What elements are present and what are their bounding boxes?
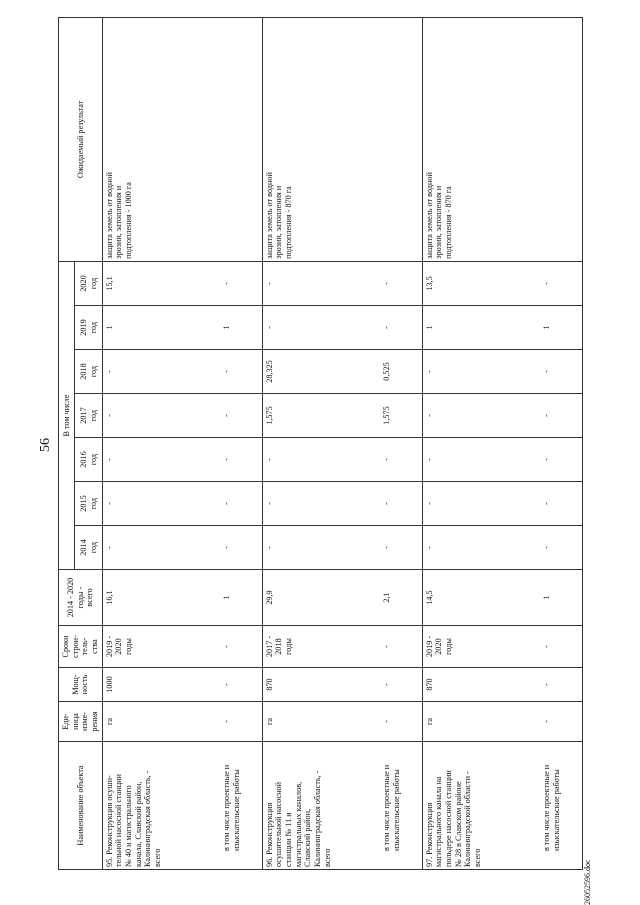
cell-result: защита земель от водной эрозии, затопления и подтопления - 870 га xyxy=(262,17,380,261)
cell-y2019: - xyxy=(262,306,380,350)
cell-y2018: 28,325 xyxy=(262,350,380,394)
cell-result: защита земель от водной эрозии, затопления и подтопления - 870 га xyxy=(422,17,540,261)
cell-capacity: 1000 xyxy=(102,668,220,702)
cell-y2015: - xyxy=(262,482,380,526)
cell-result: защита земель от водной эрозии, затопления и подтопления - 1000 га xyxy=(102,17,220,261)
cell-y2018: - xyxy=(540,350,582,394)
cell-name: в том числе проектные и изыскательские работы xyxy=(540,742,582,870)
cell-name: 97. Реконструкция магистрального канала на польдере насосной станции № 28 в Славском районе Калининградской области - всего xyxy=(422,742,540,870)
cell-y2018: 0,525 xyxy=(380,350,422,394)
table-row xyxy=(102,17,220,869)
cell-y2016: - xyxy=(422,438,540,482)
header-year: 2015 год xyxy=(75,482,102,526)
file-name-footer: 26052596.doc xyxy=(583,859,592,905)
cell-unit: - xyxy=(220,702,262,742)
cell-y2019: 1 xyxy=(540,306,582,350)
cell-y2016: - xyxy=(102,438,220,482)
cell-total: 29,9 xyxy=(262,570,380,626)
cell-name: в том числе проектные и изыскательские работы xyxy=(380,742,422,870)
cell-y2017: - xyxy=(220,394,262,438)
cell-y2015: - xyxy=(422,482,540,526)
cell-y2017: - xyxy=(422,394,540,438)
cell-result xyxy=(540,17,582,261)
cell-y2016: - xyxy=(380,438,422,482)
cell-y2019: 1 xyxy=(220,306,262,350)
header-year: 2019 год xyxy=(75,306,102,350)
cell-y2014: - xyxy=(380,526,422,570)
header-unit: Еди- ница изме- рения xyxy=(59,702,103,742)
cell-capacity: - xyxy=(220,668,262,702)
cell-y2020: 15,1 xyxy=(102,261,220,305)
cell-name: 95. Реконструкция осуши- тельной насосной станции № 40 и магистрального канала, Славский район, Калининградская область, - всего xyxy=(102,742,220,870)
cell-result xyxy=(220,17,262,261)
cell-y2020: - xyxy=(380,261,422,305)
page-number: 56 xyxy=(38,438,53,452)
cell-capacity: - xyxy=(540,668,582,702)
cell-y2017: 1,575 xyxy=(380,394,422,438)
table-row xyxy=(540,17,582,869)
cell-y2017: - xyxy=(102,394,220,438)
header-terms: Сроки строи- тель- ства xyxy=(59,626,103,668)
cell-result xyxy=(380,17,422,261)
header-year: 2014 год xyxy=(75,526,102,570)
header-in-that: В том числе xyxy=(59,261,75,569)
cell-y2015: - xyxy=(540,482,582,526)
cell-terms: 2017 - 2018 годы xyxy=(262,626,380,668)
cell-unit: га xyxy=(422,702,540,742)
cell-terms: - xyxy=(540,626,582,668)
cell-y2018: - xyxy=(422,350,540,394)
data-table xyxy=(58,17,583,870)
header-year: 2018 год xyxy=(75,350,102,394)
header-name: Наименование объекта xyxy=(59,742,103,870)
cell-unit: га xyxy=(102,702,220,742)
cell-y2019: 1 xyxy=(422,306,540,350)
cell-y2017: - xyxy=(540,394,582,438)
cell-terms: 2019 - 2020 годы xyxy=(422,626,540,668)
table-row xyxy=(220,17,262,869)
cell-capacity: 870 xyxy=(262,668,380,702)
cell-y2019: 1 xyxy=(102,306,220,350)
cell-capacity: - xyxy=(380,668,422,702)
cell-y2019: - xyxy=(380,306,422,350)
cell-y2018: - xyxy=(220,350,262,394)
cell-y2014: - xyxy=(262,526,380,570)
cell-y2016: - xyxy=(262,438,380,482)
cell-capacity: 870 xyxy=(422,668,540,702)
header-year: 2016 год xyxy=(75,438,102,482)
cell-total: 2,1 xyxy=(380,570,422,626)
table-row xyxy=(262,17,380,869)
cell-total: 1 xyxy=(220,570,262,626)
table-row xyxy=(422,17,540,869)
cell-y2014: - xyxy=(540,526,582,570)
cell-y2014: - xyxy=(220,526,262,570)
cell-y2020: - xyxy=(220,261,262,305)
cell-y2015: - xyxy=(102,482,220,526)
cell-y2018: - xyxy=(102,350,220,394)
cell-y2014: - xyxy=(102,526,220,570)
cell-terms: - xyxy=(220,626,262,668)
cell-name: 96. Реконструкция осушительной насосной станции № 11 и магистральных каналов, Славский район, Калининградская область, - всего xyxy=(262,742,380,870)
header-year: 2020 год xyxy=(75,261,102,305)
cell-y2020: - xyxy=(540,261,582,305)
cell-unit: - xyxy=(540,702,582,742)
cell-unit: - xyxy=(380,702,422,742)
cell-y2016: - xyxy=(220,438,262,482)
header-year: 2017 год xyxy=(75,394,102,438)
cell-y2020: - xyxy=(262,261,380,305)
cell-name: в том числе проектные и изыскательские работы xyxy=(220,742,262,870)
cell-y2020: 13,5 xyxy=(422,261,540,305)
header-capacity: Мощ- ность xyxy=(59,668,103,702)
cell-y2015: - xyxy=(380,482,422,526)
header-total: 2014 - 2020 годы - всего xyxy=(59,570,103,626)
table-row xyxy=(380,17,422,869)
cell-unit: га xyxy=(262,702,380,742)
cell-total: 14,5 xyxy=(422,570,540,626)
cell-y2015: - xyxy=(220,482,262,526)
cell-terms: - xyxy=(380,626,422,668)
cell-y2016: - xyxy=(540,438,582,482)
cell-y2014: - xyxy=(422,526,540,570)
cell-total: 1 xyxy=(540,570,582,626)
cell-y2017: 1,575 xyxy=(262,394,380,438)
header-result: Ожидаемый результат xyxy=(59,17,103,261)
rotated-table-area xyxy=(58,0,603,870)
cell-total: 16,1 xyxy=(102,570,220,626)
cell-terms: 2019 - 2020 годы xyxy=(102,626,220,668)
